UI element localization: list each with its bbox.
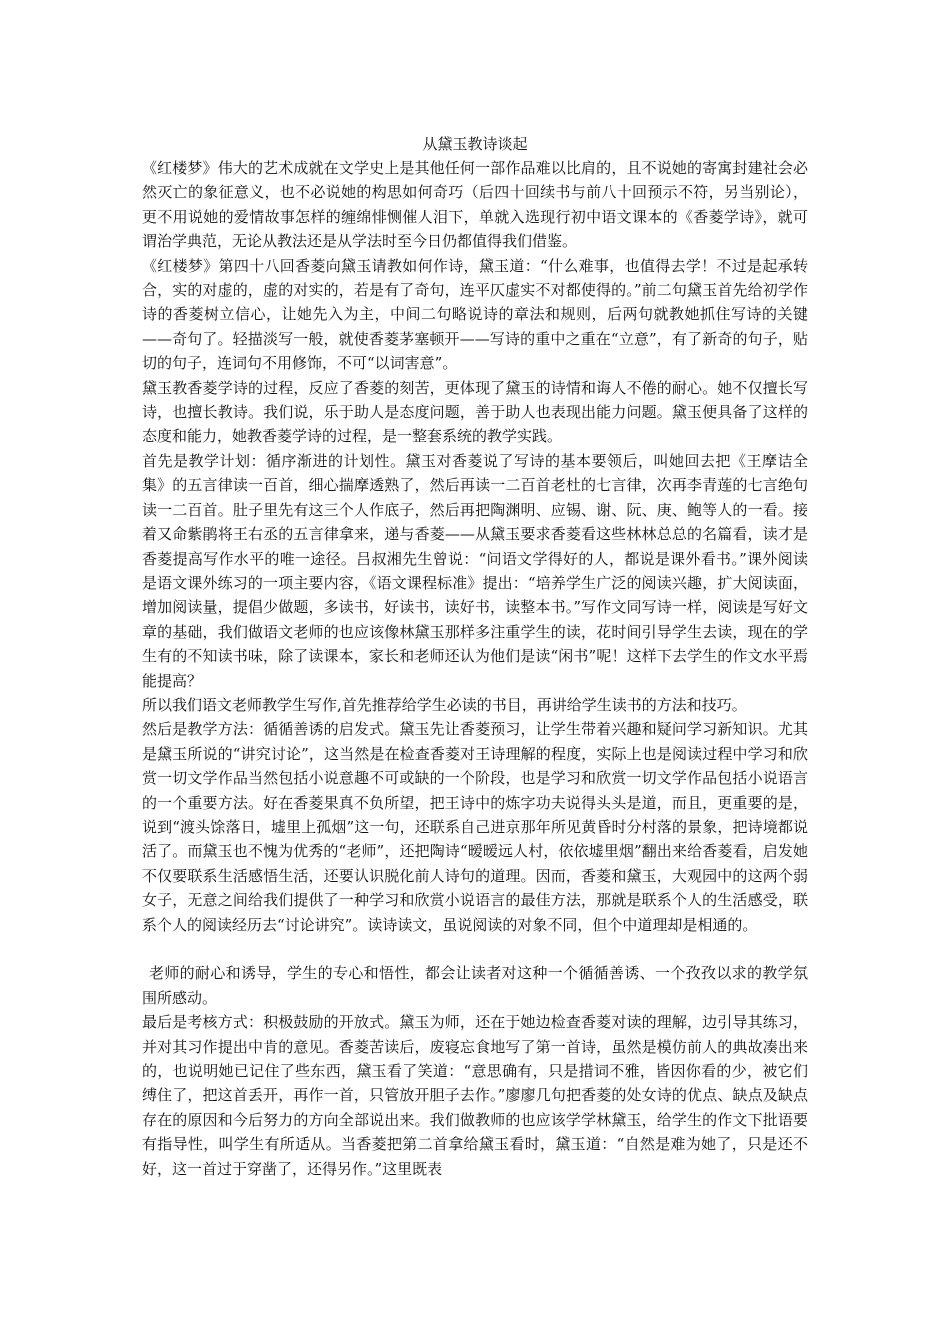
blank-line [142,937,808,961]
paragraph: 然后是教学方法：循循善诱的启发式。黛玉先让香菱预习，让学生带着兴趣和疑问学习新知识。尤其是黛玉所说的“讲究讨论”，这当然是在检查香菱对王诗理解的程度，实际上也是阅读过程中学习和欣赏一切文学作品当然包括小说意趣不可或缺的一个阶段，也是学习和欣赏一切文学作品包括小说语言的一个重要方法。好在香菱果真不负所望，把王诗中的炼字功夫说得头头是道，而且，更重要的是，说到“渡头馀落日，墟里上孤烟”这一句，还联系自己进京那年所见黄昏时分村落的景象，把诗境都说活了。而黛玉也不愧为优秀的“老师”，还把陶诗“暧暧远人村，依依墟里烟”翻出来给香菱看，启发她不仅要联系生活感悟生活，还要认识脱化前人诗句的道理。因而，香菱和黛玉，大观园中的这两个弱女子，无意之间给我们提供了一种学习和欣赏小说语言的最佳方法，那就是联系个人的生活感受，联系个人的阅读经历去“讨论讲究”。读诗读文，虽说阅读的对象不同，但个中道理却是相通的。 [142,720,808,934]
paragraph: 首先是教学计划：循序渐进的计划性。黛玉对香菱说了写诗的基本要领后，叫她回去把《王摩诘全集》的五言律读一百首，细心揣摩透熟了，然后再读一二百首老杜的七言律，次再李青莲的七言绝句读一二百首。肚子里先有这三个人作底子，然后再把陶渊明、应锡、谢、阮、庚、鲍等人的一看。接着又命紫鹃将王右丞的五言律拿来，递与香菱——从黛玉要求香菱看这些林林总总的名篇看，读才是香菱提高写作水平的唯一途径。吕叔湘先生曾说：“问语文学得好的人，都说是课外看书。”课外阅读是语文课外练习的一项主要内容，《语文课程标准》提出：“培养学生广泛的阅读兴趣，扩大阅读面，增加阅读量，提倡少做题，多读书，好读书，读好书，读整本书。”写作文同写诗一样，阅读是写好文章的基础，我们做语文老师的也应该像林黛玉那样多注重学生的读，花时间引导学生去读，现在的学生有的不知读书味，除了读课本，家长和老师还认为他们是读“闲书”呢！这样下去学生的作文水平焉能提高？ [142,451,808,690]
paragraph: 《红楼梦》第四十八回香菱向黛玉请教如何作诗，黛玉道：“什么难事，也值得去学！不过是起承转合，实的对虚的，虚的对实的，若是有了奇句，连平仄虚实不对都使得的。”前二句黛玉首先给初学作诗的香菱树立信心，让她先入为主，中间二句略说诗的章法和规则，后两句就教她抓住写诗的关键——奇句了。轻描淡写一般，就使香菱茅塞顿开——写诗的重中之重在“立意”，有了新奇的句子，贴切的句子，连词句不用修饰，不可“以词害意”。 [142,256,808,373]
document-title: 从黛玉教诗谈起 [422,135,528,153]
paragraph: 最后是考核方式：积极鼓励的开放式。黛玉为师，还在于她边检查香菱对读的理解，边引导其练习，并对其习作提出中肯的意见。香菱苦读后，废寝忘食地写了第一首诗，虽然是模仿前人的典故凑出来的，也说明她已记住了些东西，黛玉看了笑道：“意思确有，只是措词不雅，皆因你看的少，被它们缚住了，把这首丢开，再作一首，只管放开胆子去作。”廖廖几句把香菱的处女诗的优点、缺点及缺点存在的原因和今后努力的方向全部说出来。我们做教师的也应该学学林黛玉，给学生的作文下批语要有指导性，叫学生有所适从。当香菱把第二首拿给黛玉看时，黛玉道：“自然是难为她了，只是还不好，这一首过于穿凿了，还得另作。”这里既表 [142,1013,808,1178]
paragraph: 《红楼梦》伟大的艺术成就在文学史上是其他任何一部作品难以比肩的，且不说她的寄寓封建社会必然灭亡的象征意义，也不必说她的构思如何奇巧（后四十回续书与前八十回预示不符，另当别论），更不用说她的爱情故事怎样的缠绵悱恻催人泪下，单就入选现行初中语文课本的《香菱学诗》，就可谓治学典范，无论从教法还是从学法时至今日仍都值得我们借鉴。 [142,159,808,251]
document-body [142,132,808,1181]
paragraph: 所以我们语文老师教学生写作,首先推荐给学生必读的书目，再讲给学生读书的方法和技巧。 [142,695,747,714]
paragraph: 黛玉教香菱学诗的过程，反应了香菱的刻苦，更体现了黛玉的诗情和诲人不倦的耐心。她不仅擅长写诗，也擅长教诗。我们说，乐于助人是态度问题，善于助人也表现出能力问题。黛玉便具备了这样的态度和能力，她教香菱学诗的过程，是一整套系统的教学实践。 [142,378,808,446]
paragraph: 老师的耐心和诱导，学生的专心和悟性，都会让读者对这种一个循循善诱、一个孜孜以求的教学氛围所感动。 [142,964,808,1007]
